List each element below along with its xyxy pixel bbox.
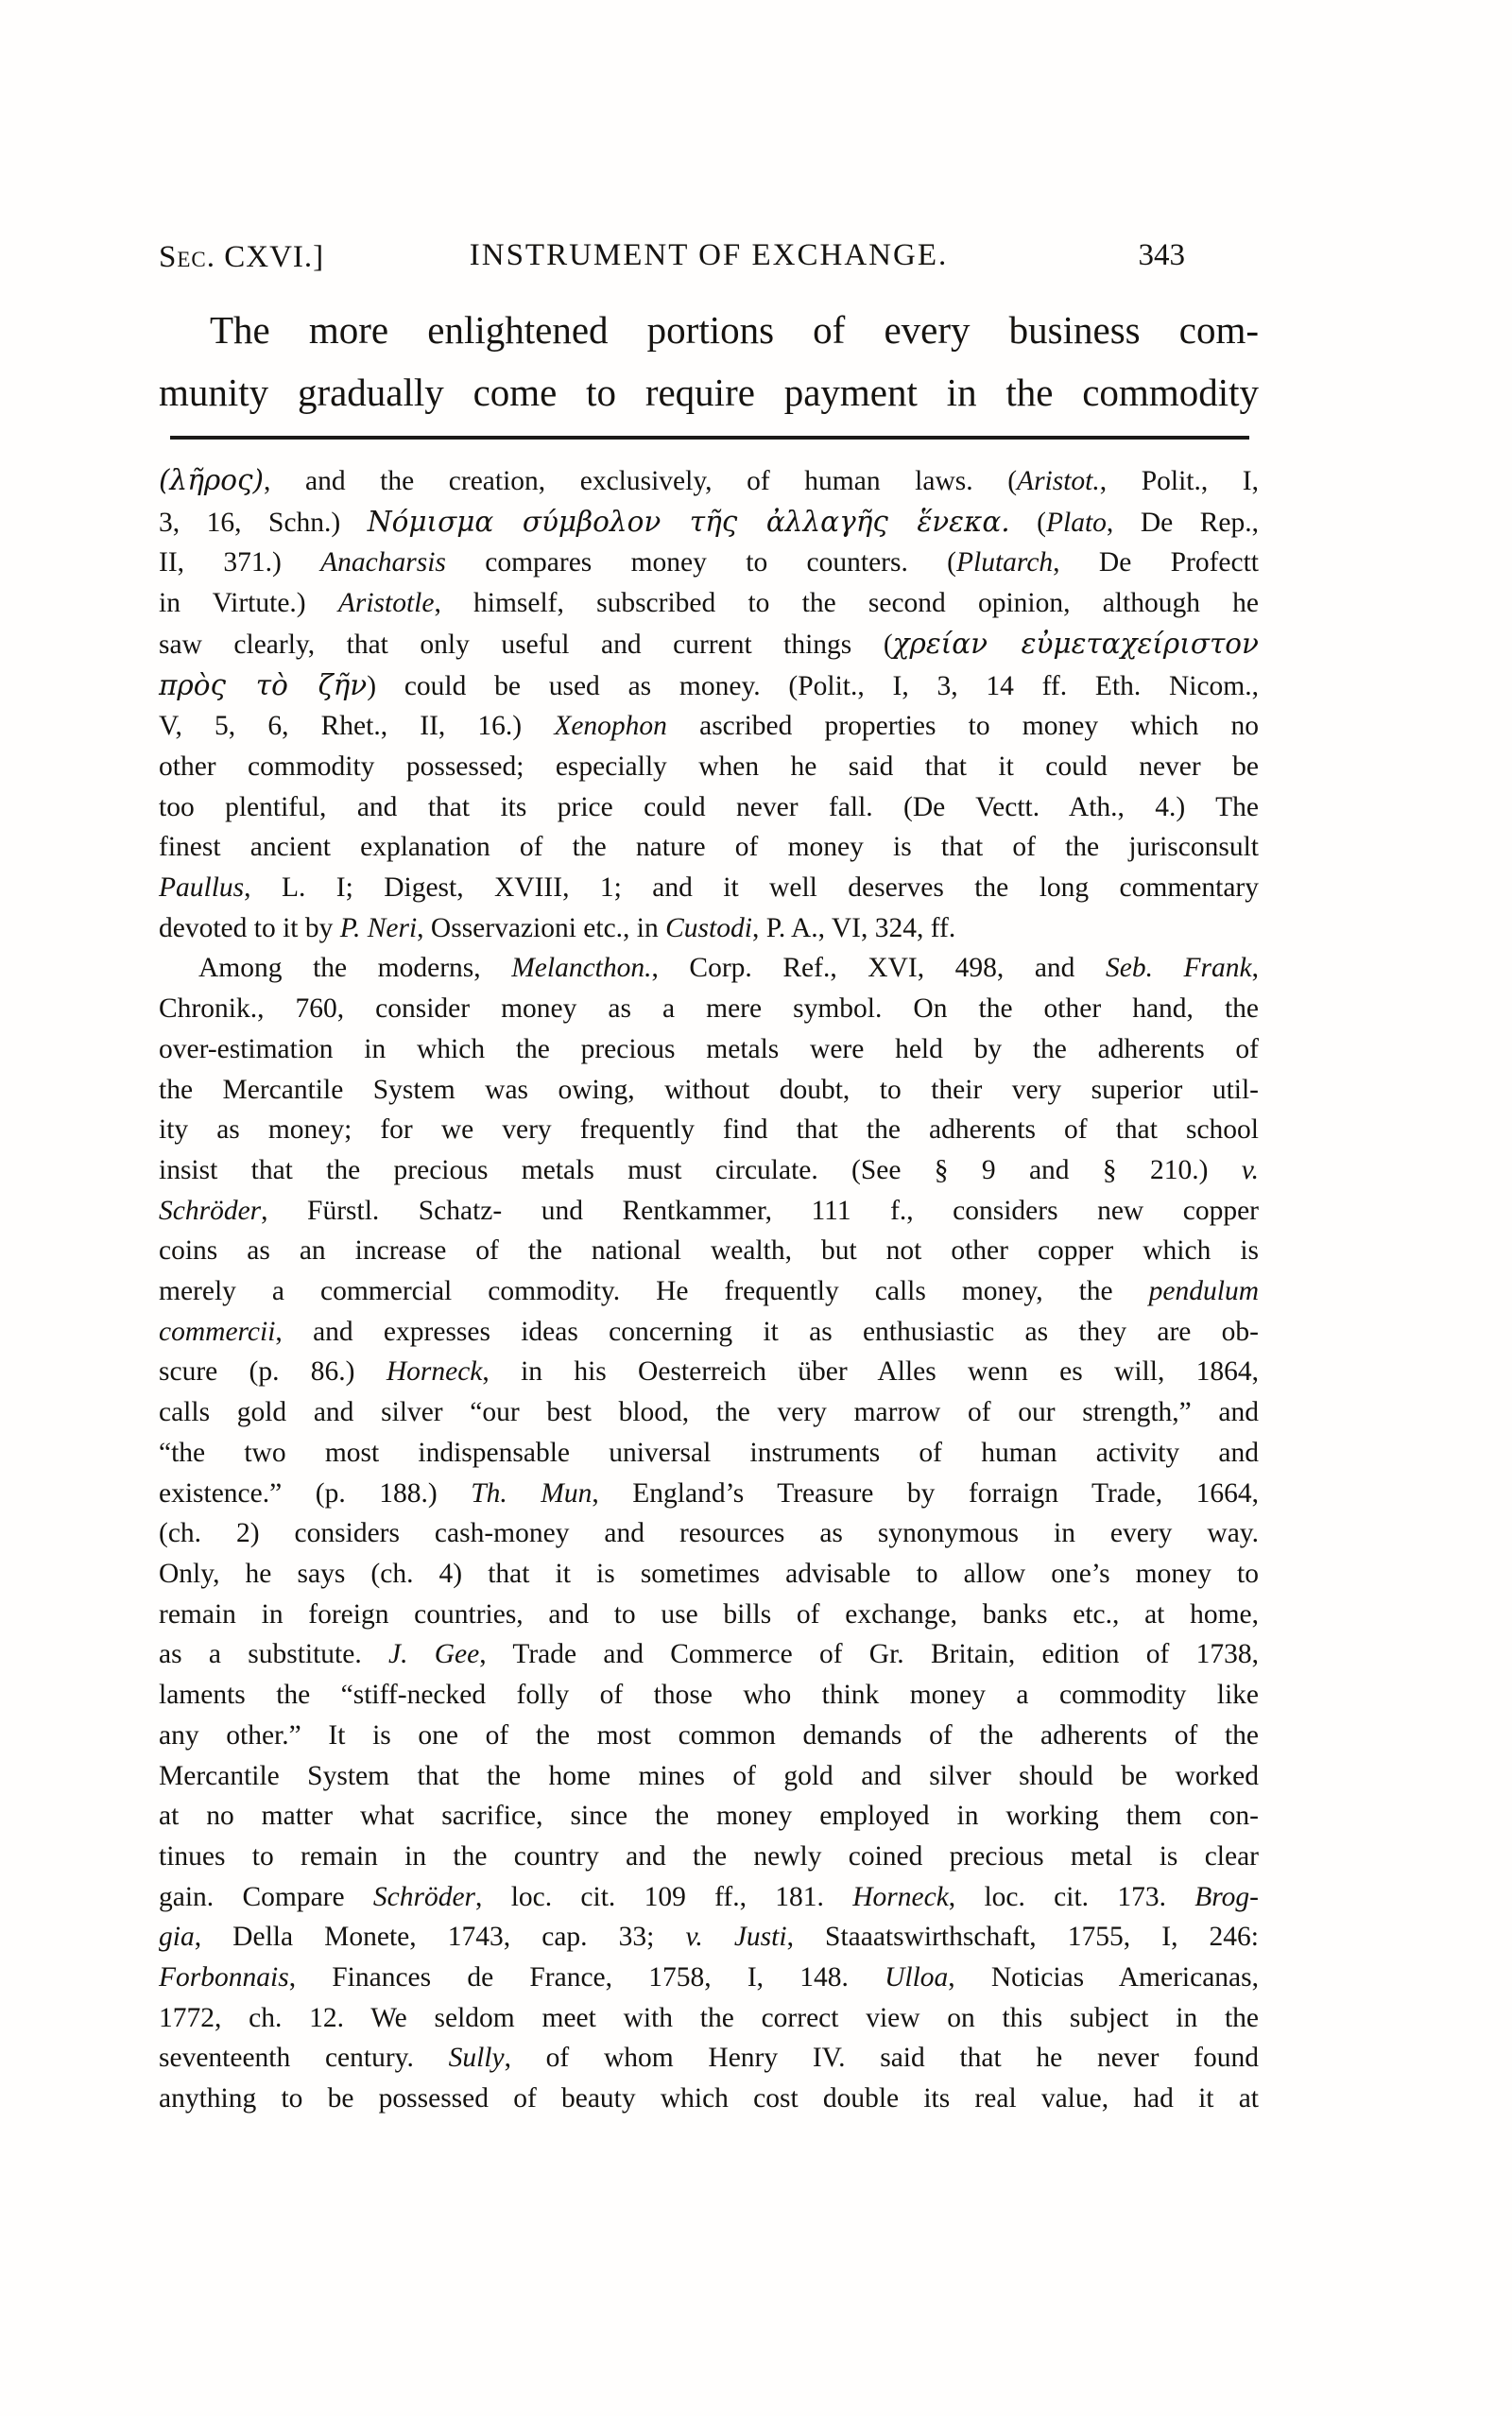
body-text: ( xyxy=(1009,507,1046,538)
text-line xyxy=(159,706,1259,747)
italic-text: Plato xyxy=(1046,507,1107,538)
running-title: INSTRUMENT OF EXCHANGE. xyxy=(469,238,949,272)
footnote xyxy=(159,460,1259,2119)
italic-text: Melancthon. xyxy=(511,953,652,984)
body-text: Among the moderns, xyxy=(198,953,512,984)
text-line xyxy=(159,361,1259,423)
body-text: calls gold and silver “our best blood, the very marrow of our strength,” and xyxy=(159,1397,1259,1428)
body-text: other commodity possessed; especially when he said that it could never be xyxy=(159,751,1259,782)
text-line xyxy=(159,1392,1259,1433)
greek-text: Νόμισμα σύμβολον τῆς ἀλλαγῆς ἕνεκα. xyxy=(367,505,1010,538)
body-text: ) could be used as money. (Polit., I, 3, 14 ff. Eth. Nicom., xyxy=(367,670,1259,701)
text-line xyxy=(159,1998,1259,2039)
italic-text: Forbonnais xyxy=(159,1962,289,1993)
body-text: existence.” (p. 188.) xyxy=(159,1477,472,1509)
text-line xyxy=(159,1191,1259,1232)
text-line xyxy=(159,2079,1259,2119)
italic-text: P. Neri xyxy=(339,912,418,943)
italic-text: commercii xyxy=(159,1316,276,1347)
text-line xyxy=(159,1756,1259,1797)
body-text: Mercantile System that the home mines of gold and silver should be worked xyxy=(159,1760,1259,1791)
italic-text: Plutarch xyxy=(956,547,1054,578)
body-text: V, 5, 6, Rhet., II, 16.) xyxy=(159,711,555,742)
text-line xyxy=(159,1958,1259,1998)
text-line xyxy=(159,1474,1259,1514)
body-text: Only, he says (ch. 4) that it is sometimes advisable to allow one’s money to xyxy=(159,1558,1259,1589)
body-text: insist that the precious metals must circulate. (See § 9 and § 210.) xyxy=(159,1154,1242,1185)
text-line xyxy=(159,989,1259,1029)
text-line xyxy=(159,583,1259,624)
text-line xyxy=(159,665,1259,707)
italic-text: gia xyxy=(159,1922,195,1953)
main-paragraph xyxy=(159,299,1259,423)
italic-text: v. xyxy=(1241,1154,1259,1185)
body-text: , P. A., VI, 324, ff. xyxy=(751,912,956,943)
text-line xyxy=(159,1554,1259,1595)
body-text: over-estimation in which the precious metals were held by the adherents of xyxy=(159,1033,1259,1064)
text-line xyxy=(159,1716,1259,1756)
body-text: coins as an increase of the national wealth, but not other copper which is xyxy=(159,1235,1259,1267)
body-text: Chronik., 760, consider money as a mere symbol. On the other hand, the xyxy=(159,993,1259,1025)
body-text: devoted to it by xyxy=(159,912,340,943)
text-line xyxy=(159,460,1259,502)
greek-text: πρὸς τὸ ζῆν xyxy=(159,668,368,701)
body-text: ascribed properties to money which no xyxy=(666,711,1259,742)
text-line xyxy=(159,1433,1259,1474)
body-text: in Virtute.) xyxy=(159,588,338,619)
text-line xyxy=(159,543,1259,583)
page-number: 343 xyxy=(1138,238,1185,272)
italic-text: Anacharsis xyxy=(320,547,446,578)
body-text: remain in foreign countries, and to use bills of exchange, banks etc., at home, xyxy=(159,1598,1259,1630)
text-line xyxy=(159,1150,1259,1191)
body-text: , Polit., I, xyxy=(1099,466,1259,496)
section-label: Sec. CXVI.] xyxy=(159,240,325,274)
italic-text: Schröder xyxy=(159,1195,262,1226)
text-line xyxy=(159,1634,1259,1675)
body-text: (ch. 2) considers cash-money and resources as synonymous in every way. xyxy=(159,1518,1259,1549)
text-line xyxy=(159,787,1259,828)
body-text: , himself, subscribed to the second opinion, although he xyxy=(434,588,1260,619)
italic-text: pendulum xyxy=(1148,1276,1259,1307)
body-text: , Staaatswirthschaft, 1755, I, 246: xyxy=(786,1922,1260,1953)
italic-text: Aristotle xyxy=(337,588,435,619)
text-line xyxy=(159,1513,1259,1554)
italic-text: Brog- xyxy=(1194,1881,1259,1912)
text-line xyxy=(159,1312,1259,1353)
body-text: gain. Compare xyxy=(159,1881,373,1912)
body-text: , Corp. Ref., XVI, 498, and xyxy=(651,953,1106,984)
body-text: “the two most indispensable universal instruments of human activity and xyxy=(159,1437,1259,1468)
text-line xyxy=(159,1352,1259,1392)
body-text: The more enlightened portions of every business com- xyxy=(210,308,1259,352)
body-text: , England’s Treasure by forraign Trade, 1664, xyxy=(592,1477,1259,1509)
text-line xyxy=(159,299,1259,361)
text-line xyxy=(159,1231,1259,1271)
text-line xyxy=(159,868,1259,908)
italic-text: Schröder xyxy=(372,1881,476,1912)
body-text: finest ancient explanation of the nature of money is that of the jurisconsult xyxy=(159,832,1259,863)
body-text: anything to be possessed of beauty which cost double its real value, had it at xyxy=(159,2083,1259,2114)
body-text: scure (p. 86.) xyxy=(159,1356,387,1388)
body-text: the Mercantile System was owing, without doubt, to their very superior util- xyxy=(159,1074,1259,1105)
text-line xyxy=(159,1110,1259,1150)
body-text: 3, 16, Schn.) xyxy=(159,507,368,538)
body-text: too plentiful, and that its price could never fall. (De Vectt. Ath., 4.) The xyxy=(159,791,1259,822)
body-text: , Fürstl. Schatz- und Rentkammer, 111 f., considers new copper xyxy=(261,1195,1259,1226)
italic-text: Sully xyxy=(448,2043,505,2074)
italic-text: Horneck xyxy=(386,1356,483,1388)
italic-text: Custodi xyxy=(665,912,752,943)
italic-text: Xenophon xyxy=(554,711,667,742)
greek-text: χρείαν εὐμεταχείριστον xyxy=(892,627,1259,660)
italic-text: Seb. Frank xyxy=(1106,953,1252,984)
text-line xyxy=(159,1796,1259,1837)
body-text: , De Profectt xyxy=(1053,547,1260,578)
body-text: , and expresses ideas concerning it as enthusiastic as they are ob- xyxy=(275,1316,1259,1347)
body-text: as a substitute. xyxy=(159,1639,388,1670)
page-header xyxy=(159,238,1259,282)
text-line xyxy=(159,747,1259,787)
body-text: at no matter what sacrifice, since the money employed in working them con- xyxy=(159,1801,1259,1832)
text-line xyxy=(159,1675,1259,1716)
body-text: , Noticias Americanas, xyxy=(948,1962,1259,1993)
text-line xyxy=(159,1029,1259,1070)
body-text: ity as money; for we very frequently find that the adherents of that school xyxy=(159,1114,1259,1146)
text-line xyxy=(159,908,1259,949)
body-text: , Finances de France, 1758, I, 148. xyxy=(288,1962,885,1993)
text-line xyxy=(159,2038,1259,2079)
text-line xyxy=(159,1917,1259,1958)
footnote-rule xyxy=(170,436,1249,440)
body-text: , in his Oesterreich über Alles wenn es will, 1864, xyxy=(482,1356,1260,1388)
text-line xyxy=(159,827,1259,868)
body-text: , Trade and Commerce of Gr. Britain, edition of 1738, xyxy=(479,1639,1259,1670)
body-text: compares money to counters. ( xyxy=(445,547,957,578)
body-text: , loc. cit. 173. xyxy=(948,1881,1195,1912)
text-line xyxy=(159,1595,1259,1635)
body-text: , and the creation, exclusively, of human laws. ( xyxy=(264,466,1018,496)
text-line xyxy=(159,502,1259,544)
text-line xyxy=(159,1070,1259,1111)
italic-text: Aristot. xyxy=(1017,466,1100,496)
italic-text: Ulloa xyxy=(885,1962,949,1993)
italic-text: v. Justi xyxy=(685,1922,787,1953)
body-text: seventeenth century. xyxy=(159,2043,449,2074)
italic-text: Paullus xyxy=(159,872,245,904)
greek-text: (λῆρος) xyxy=(159,464,265,496)
body-text: munity gradually come to require payment in the commodity xyxy=(159,371,1259,414)
body-text: , Della Monete, 1743, cap. 33; xyxy=(194,1922,686,1953)
text-line xyxy=(159,948,1259,989)
text-line xyxy=(159,1877,1259,1918)
body-text: tinues to remain in the country and the newly coined precious metal is clear xyxy=(159,1840,1259,1872)
text-line xyxy=(159,1271,1259,1312)
body-text: laments the “stiff-necked folly of those who think money a commodity like xyxy=(159,1680,1259,1711)
body-text: saw clearly, that only useful and current things ( xyxy=(159,629,893,660)
body-text: , De Rep., xyxy=(1106,507,1259,538)
italic-text: Horneck xyxy=(852,1881,949,1912)
body-text: II, 371.) xyxy=(159,547,321,578)
body-text: , xyxy=(1251,953,1260,984)
body-text: , L. I; Digest, XVIII, 1; and it well deserves the long commentary xyxy=(244,872,1259,904)
body-text: , loc. cit. 109 ff., 181. xyxy=(475,1881,853,1912)
body-text: merely a commercial commodity. He frequently calls money, the xyxy=(159,1276,1149,1307)
body-text: any other.” It is one of the most common demands of the adherents of the xyxy=(159,1719,1259,1751)
italic-text: J. Gee xyxy=(387,1639,480,1670)
body-text: , of whom Henry IV. said that he never found xyxy=(504,2043,1259,2074)
italic-text: Th. Mun xyxy=(471,1477,593,1509)
text-line xyxy=(159,624,1259,665)
text-line xyxy=(159,1837,1259,1877)
body-text: 1772, ch. 12. We seldom meet with the correct view on this subject in the xyxy=(159,2002,1259,2033)
body-text: , Osservazioni etc., in xyxy=(417,912,666,943)
